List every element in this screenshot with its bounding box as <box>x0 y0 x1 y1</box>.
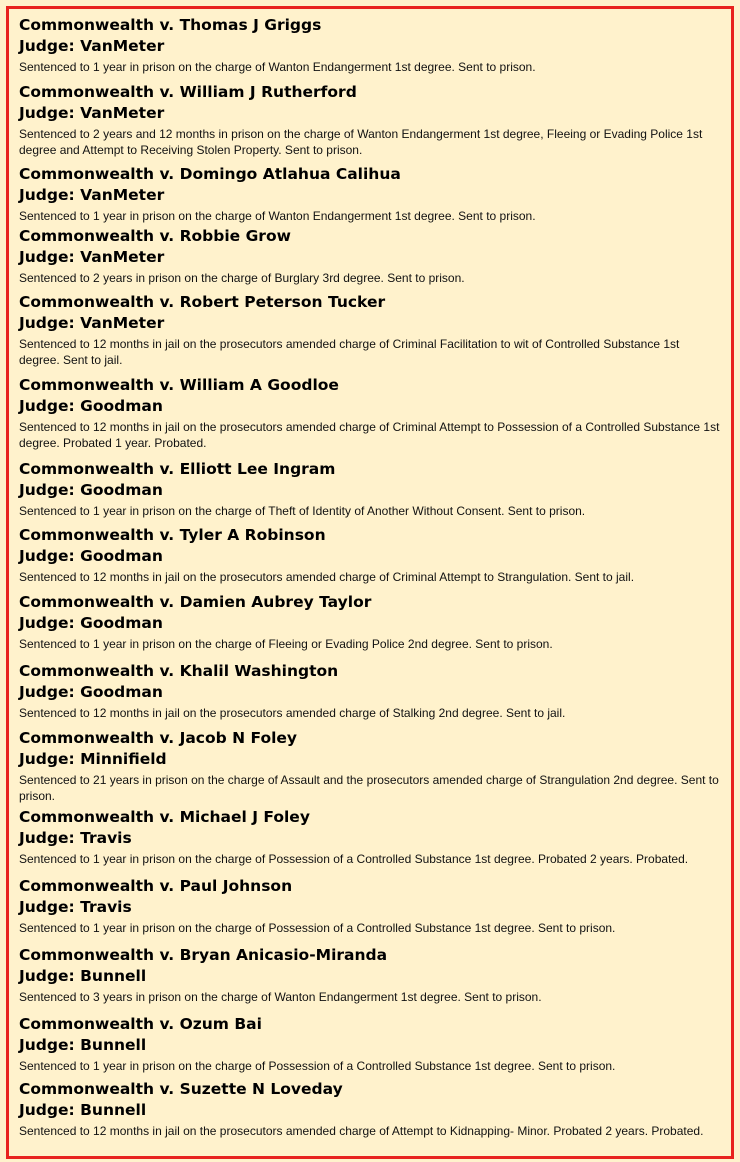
case-sentence: Sentenced to 1 year in prison on the charge of Fleeing or Evading Police 2nd degree. Sent to prison. <box>19 637 553 651</box>
case-sentence: Sentenced to 3 years in prison on the charge of Wanton Endangerment 1st degree. Sent to prison. <box>19 990 542 1004</box>
case-sentence: Sentenced to 1 year in prison on the charge of Possession of a Controlled Substance 1st degree. Probated 2 years. Probated. <box>19 852 689 866</box>
case-title: Commonwealth v. William J Rutherford <box>19 83 357 101</box>
case-judge: Judge: VanMeter <box>19 186 165 204</box>
case-judge: Judge: Goodman <box>19 397 163 415</box>
case-judge: Judge: Goodman <box>19 547 163 565</box>
case-title: Commonwealth v. Robbie Grow <box>19 227 291 245</box>
case-entry <box>19 592 721 652</box>
case-title: Commonwealth v. William A Goodloe <box>19 376 339 394</box>
case-sentence: Sentenced to 12 months in jail on the prosecutors amended charge of Criminal Facilitation to wit of Controlled Substance 1st degree. Sent to jail. <box>19 337 680 367</box>
case-sentence: Sentenced to 1 year in prison on the charge of Theft of Identity of Another Without Consent. Sent to prison. <box>19 504 586 518</box>
case-title: Commonwealth v. Paul Johnson <box>19 877 293 895</box>
case-entry <box>19 1079 721 1139</box>
case-sentence: Sentenced to 12 months in jail on the prosecutors amended charge of Stalking 2nd degree. Sent to jail. <box>19 706 566 720</box>
case-judge: Judge: Goodman <box>19 614 163 632</box>
case-entry <box>19 375 721 451</box>
case-sentence: Sentenced to 12 months in jail on the prosecutors amended charge of Criminal Attempt to Strangulation. Sent to jail. <box>19 570 635 584</box>
case-sentence: Sentenced to 2 years in prison on the charge of Burglary 3rd degree. Sent to prison. <box>19 271 465 285</box>
case-judge: Judge: VanMeter <box>19 248 165 266</box>
case-sentence: Sentenced to 2 years and 12 months in prison on the charge of Wanton Endangerment 1st degree, Fleeing or Evading Police 1st degree and Attempt to Receiving Stolen Property. Sent to prison. <box>19 127 703 157</box>
case-title: Commonwealth v. Damien Aubrey Taylor <box>19 593 372 611</box>
case-entry <box>19 661 721 721</box>
case-title: Commonwealth v. Elliott Lee Ingram <box>19 460 336 478</box>
case-judge: Judge: VanMeter <box>19 314 165 332</box>
case-title: Commonwealth v. Michael J Foley <box>19 808 310 826</box>
case-title: Commonwealth v. Khalil Washington <box>19 662 339 680</box>
case-sentence: Sentenced to 21 years in prison on the charge of Assault and the prosecutors amended charge of Strangulation 2nd degree. Sent to prison. <box>19 773 719 803</box>
case-judge: Judge: Bunnell <box>19 1101 147 1119</box>
case-sentence: Sentenced to 1 year in prison on the charge of Wanton Endangerment 1st degree. Sent to prison. <box>19 60 536 74</box>
case-entry <box>19 525 721 585</box>
case-judge: Judge: VanMeter <box>19 37 165 55</box>
case-title: Commonwealth v. Robert Peterson Tucker <box>19 293 386 311</box>
case-entry <box>19 164 721 224</box>
case-entry <box>19 876 721 936</box>
case-judge: Judge: Travis <box>19 829 132 847</box>
case-judge: Judge: Minnifield <box>19 750 167 768</box>
case-sentence: Sentenced to 1 year in prison on the charge of Wanton Endangerment 1st degree. Sent to prison. <box>19 209 536 223</box>
case-entry <box>19 459 721 519</box>
case-entry <box>19 728 721 804</box>
case-judge: Judge: Bunnell <box>19 967 147 985</box>
case-entry <box>19 945 721 1005</box>
case-entry <box>19 807 721 867</box>
case-title: Commonwealth v. Jacob N Foley <box>19 729 298 747</box>
case-sentence: Sentenced to 12 months in jail on the prosecutors amended charge of Attempt to Kidnapping- Minor. Probated 2 years. Probated. <box>19 1124 704 1138</box>
case-judge: Judge: Goodman <box>19 481 163 499</box>
case-entry <box>19 15 721 75</box>
case-sentence: Sentenced to 12 months in jail on the prosecutors amended charge of Criminal Attempt to Possession of a Controlled Substance 1st degree. Probated 1 year. Probated. <box>19 420 720 450</box>
case-title: Commonwealth v. Tyler A Robinson <box>19 526 326 544</box>
case-judge: Judge: VanMeter <box>19 104 165 122</box>
case-title: Commonwealth v. Ozum Bai <box>19 1015 262 1033</box>
case-title: Commonwealth v. Thomas J Griggs <box>19 16 322 34</box>
case-title: Commonwealth v. Domingo Atlahua Calihua <box>19 165 401 183</box>
case-entry <box>19 226 721 286</box>
case-sentence: Sentenced to 1 year in prison on the charge of Possession of a Controlled Substance 1st degree. Sent to prison. <box>19 1059 616 1073</box>
sentencing-list-frame <box>6 6 734 1159</box>
case-title: Commonwealth v. Suzette N Loveday <box>19 1080 343 1098</box>
case-judge: Judge: Goodman <box>19 683 163 701</box>
case-entry <box>19 82 721 158</box>
case-entry <box>19 292 721 368</box>
case-sentence: Sentenced to 1 year in prison on the charge of Possession of a Controlled Substance 1st degree. Sent to prison. <box>19 921 616 935</box>
case-entry <box>19 1014 721 1074</box>
case-title: Commonwealth v. Bryan Anicasio-Miranda <box>19 946 388 964</box>
case-judge: Judge: Bunnell <box>19 1036 147 1054</box>
case-judge: Judge: Travis <box>19 898 132 916</box>
